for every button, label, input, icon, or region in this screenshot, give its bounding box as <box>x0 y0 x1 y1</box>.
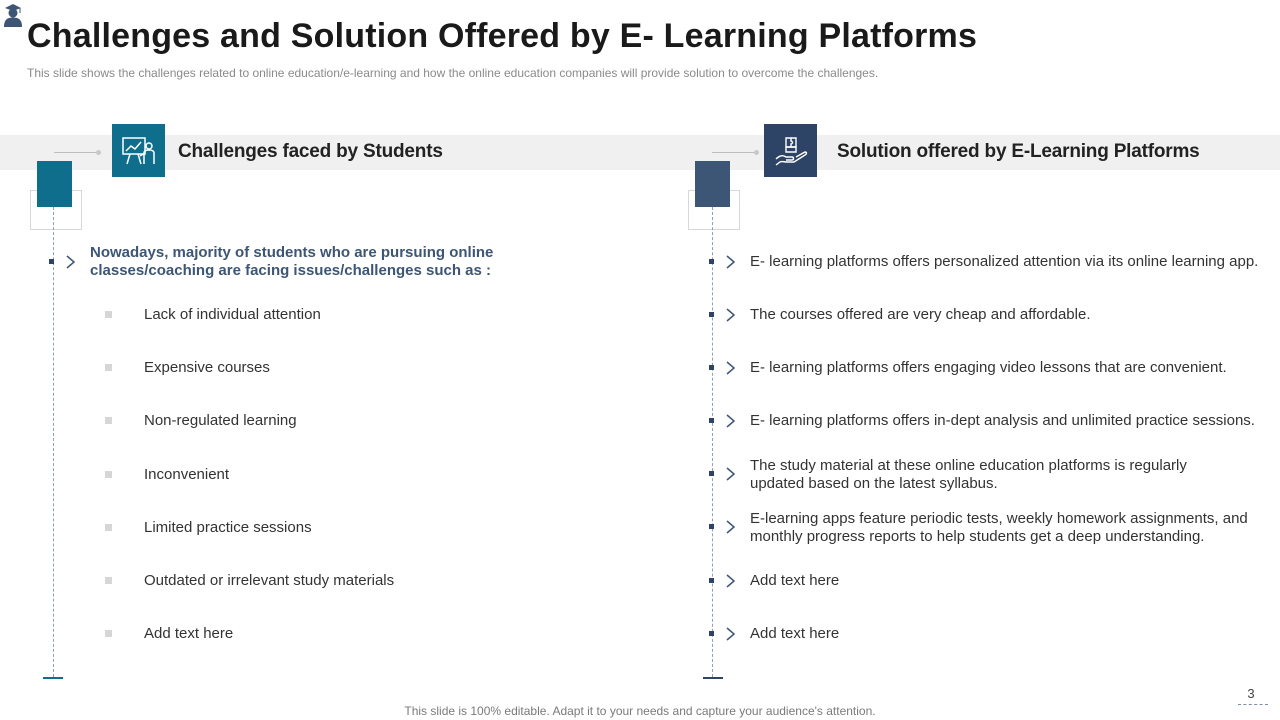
solution-item: Add text here <box>750 572 840 589</box>
right-timeline-end <box>703 677 723 679</box>
right-accent-rect <box>695 161 730 207</box>
square-bullet-icon <box>105 577 112 584</box>
student-avatar-icon <box>2 1 24 27</box>
solution-item: E- learning platforms offers in-dept analysis and unlimited practice sessions. <box>750 412 1255 429</box>
challenge-item: Add text here <box>144 625 234 642</box>
left-connector-line <box>54 152 98 153</box>
left-timeline-end <box>43 677 63 679</box>
solution-item: E- learning platforms offers personalized attention via its online learning app. <box>750 253 1259 270</box>
timeline-node <box>709 259 714 264</box>
presentation-teacher-icon <box>122 136 156 166</box>
chevron-right-icon <box>724 520 736 534</box>
right-connector-dot <box>754 150 759 155</box>
challenge-item: Expensive courses <box>144 359 270 376</box>
chevron-right-icon <box>724 414 736 428</box>
chevron-right-icon <box>724 361 736 375</box>
solution-item: E- learning platforms offers engaging video lessons that are convenient. <box>750 359 1227 376</box>
solution-item: The study material at these online education platforms is regularly updated based on the latest syllabus. <box>750 457 1187 492</box>
right-timeline <box>712 207 713 677</box>
chevron-right-icon <box>724 308 736 322</box>
challenge-item: Lack of individual attention <box>144 306 321 323</box>
chevron-right-icon <box>724 467 736 481</box>
chevron-right-icon <box>724 627 736 641</box>
solution-item: The courses offered are very cheap and affordable. <box>750 306 1091 323</box>
square-bullet-icon <box>105 524 112 531</box>
page-title: Challenges and Solution Offered by E- Learning Platforms <box>27 17 978 55</box>
timeline-node <box>709 578 714 583</box>
square-bullet-icon <box>105 471 112 478</box>
chevron-right-icon <box>64 255 76 269</box>
timeline-node <box>709 471 714 476</box>
right-column-header: Solution offered by E-Learning Platforms <box>837 141 1200 162</box>
challenge-item: Limited practice sessions <box>144 519 312 536</box>
timeline-node <box>709 365 714 370</box>
left-connector-dot <box>96 150 101 155</box>
hand-puzzle-icon <box>774 135 808 167</box>
timeline-node <box>709 524 714 529</box>
timeline-node <box>709 312 714 317</box>
page-number: 3 <box>1247 686 1255 701</box>
solution-item: Add text here <box>750 625 840 642</box>
right-connector-line <box>712 152 756 153</box>
chevron-right-icon <box>724 255 736 269</box>
left-column-header: Challenges faced by Students <box>178 141 443 162</box>
left-timeline <box>53 207 54 677</box>
square-bullet-icon <box>105 417 112 424</box>
left-header-icon-box <box>112 124 165 177</box>
square-bullet-icon <box>105 311 112 318</box>
left-intro-node <box>49 259 54 264</box>
solution-item: E-learning apps feature periodic tests, weekly homework assignments, and monthly progress reports to help students get a deep understanding. <box>750 510 1248 545</box>
left-intro-text: Nowadays, majority of students who are pursuing online classes/coaching are facing issues/challenges such as : <box>90 244 494 279</box>
left-accent-rect <box>37 161 72 207</box>
timeline-node <box>709 631 714 636</box>
challenge-item: Non-regulated learning <box>144 412 297 429</box>
square-bullet-icon <box>105 364 112 371</box>
footer-note: This slide is 100% editable. Adapt it to your needs and capture your audience's attention. <box>404 704 876 718</box>
chevron-right-icon <box>724 574 736 588</box>
challenge-item: Outdated or irrelevant study materials <box>144 572 395 589</box>
right-header-icon-box <box>764 124 817 177</box>
timeline-node <box>709 418 714 423</box>
challenge-item: Inconvenient <box>144 466 230 483</box>
square-bullet-icon <box>105 630 112 637</box>
page-subtitle: This slide shows the challenges related to online education/e-learning and how the online education companies will provide solution to overcome the challenges. <box>27 66 879 80</box>
